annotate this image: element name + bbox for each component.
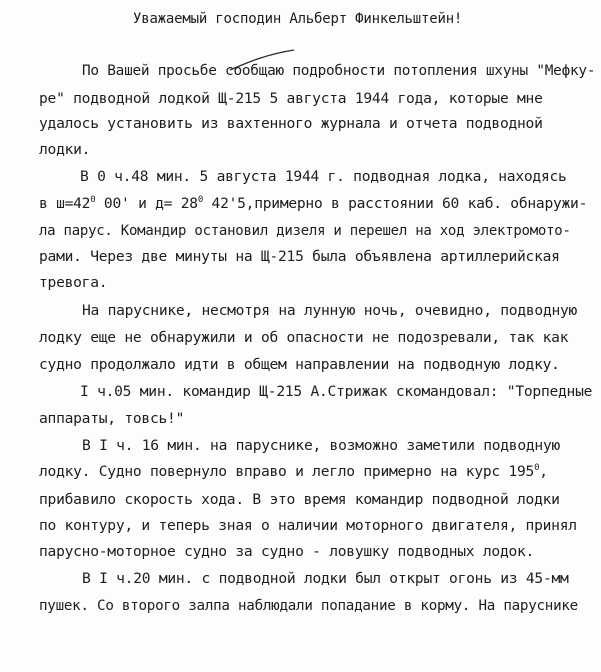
text-line: В I ч. 16 мин. на паруснике, возможно заметили подводную — [82, 437, 561, 454]
text-line: рами. Через две минуты на Щ-215 была объявлена артиллерийская — [39, 248, 560, 265]
text-line: аппараты, товсь!" — [39, 410, 185, 427]
text-line: лодки. — [39, 141, 91, 158]
text-line: парусно-моторное судно за судно - ловушку подводных лодок. — [39, 543, 535, 560]
text-line: I ч.05 мин. командир Щ-215 А.Стрижак скомандовал: "Торпедные — [80, 383, 593, 400]
text-line-course: лодку. Судно повернуло вправо и легло примерно на курс $195^0$, — [39, 463, 548, 480]
text-line: В 0 ч.48 мин. 5 августа 1944 г. подводная лодка, находясь — [80, 168, 567, 185]
text-line-coordinates: в $ш=42^0$ 00' и $д= 28^0$ 42'5,примерно в расстоянии 60 каб. обнаружи- — [39, 195, 588, 212]
text-line: ре" подводной лодкой Щ-215 5 августа 1944 года, которые мне — [39, 90, 543, 107]
text-line: пушек. Со второго залпа наблюдали попадание в корму. На паруснике — [39, 598, 578, 614]
text-line: по контуру, и теперь зная о наличии моторного двигателя, принял — [39, 517, 577, 534]
text-line: удалось установить из вахтенного журнала и отчета подводной — [39, 115, 543, 132]
text-line: На паруснике, несмотря на лунную ночь, очевидно, подводную — [82, 302, 578, 319]
text-line: прибавило скорость хода. В это время командир подводной лодки — [39, 491, 560, 508]
text-line: тревога. — [39, 274, 108, 291]
text-line: По Вашей просьбе сообщаю подробности потопления шхуны "Мефку- — [82, 63, 596, 79]
text-line: ла парус. Командир остановил дизеля и перешел на ход электромото- — [39, 223, 571, 239]
text-line: В I ч.20 мин. с подводной лодки был открыт огонь из 45-мм — [82, 570, 569, 587]
text-line: лодку еще не обнаружили и об опасности не подозревали, так как — [39, 329, 569, 346]
text-line: судно продолжало идти в общем направлении на подводную лодку. — [39, 356, 560, 373]
letter-salutation: Уважаемый господин Альберт Финкельштейн! — [133, 11, 463, 27]
